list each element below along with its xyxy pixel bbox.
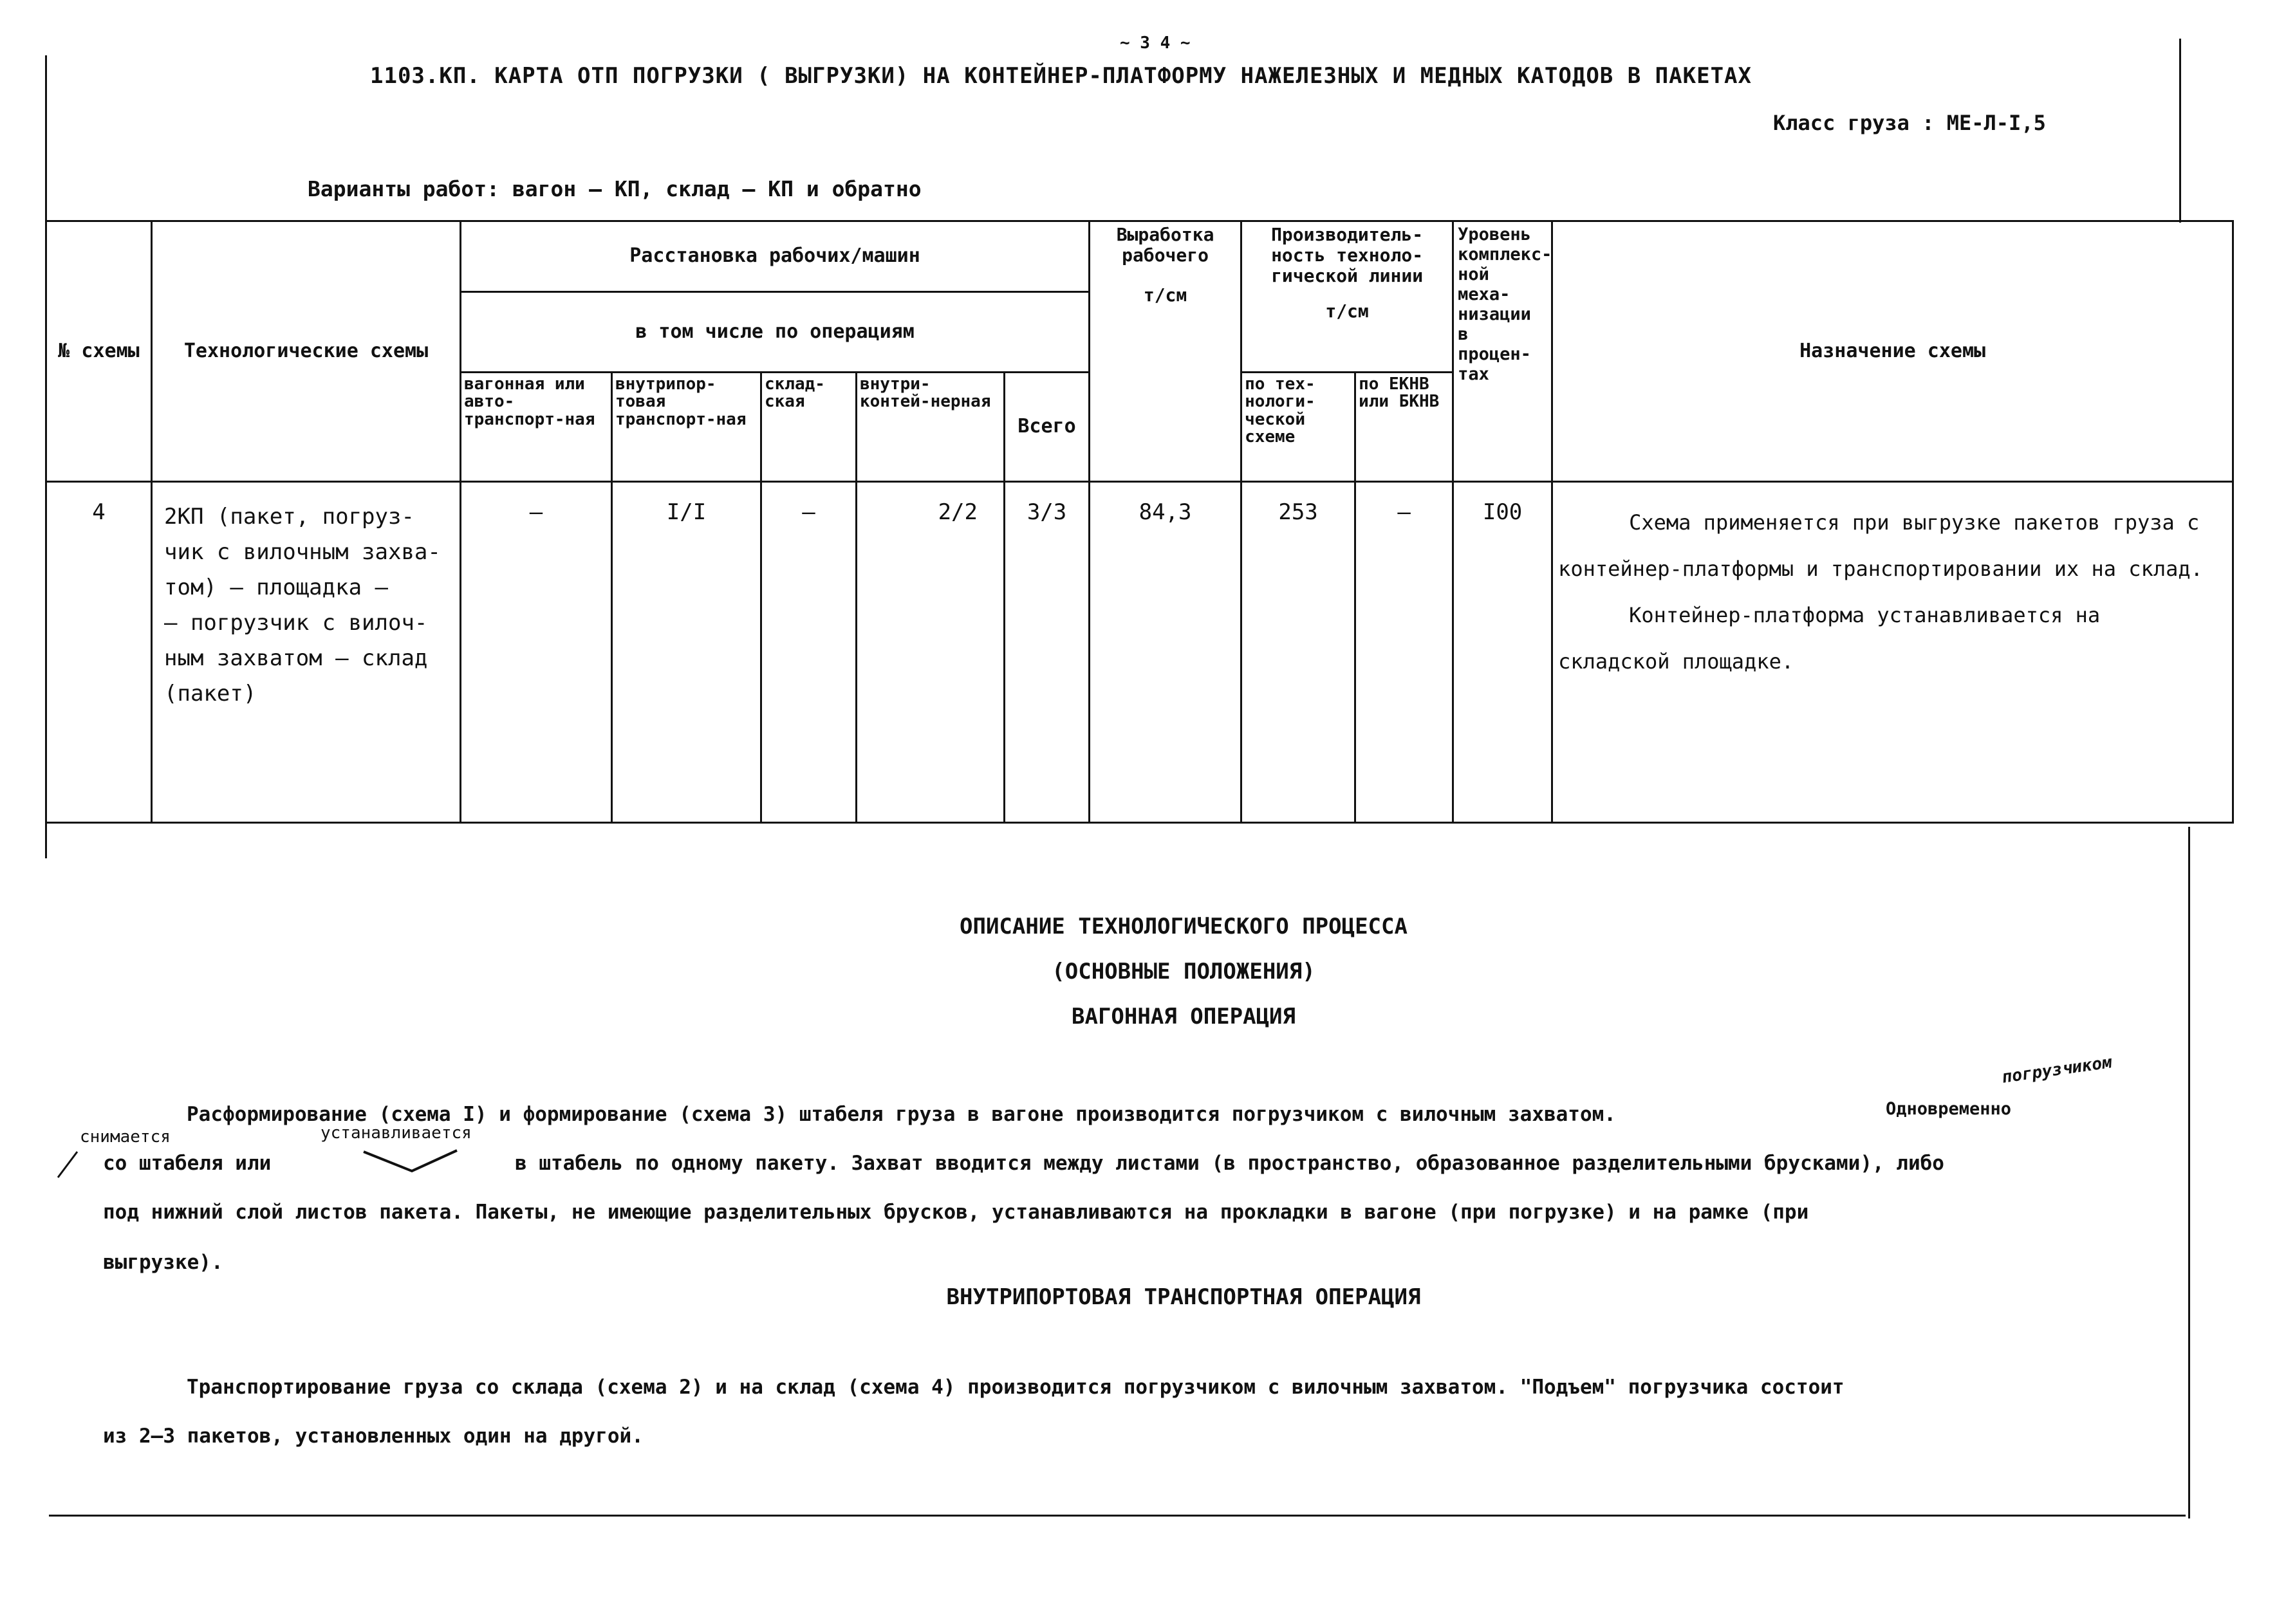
header-purpose: Назначение схемы — [1552, 221, 2233, 482]
document-title: 1103.КП. КАРТА ОТП ПОГРУЗКИ ( ВЫГРУЗКИ) НА КОНТЕЙНЕР-ПЛАТФОРМУ НАЖЕЛЕЗНЫХ И МЕДНЫХ КАТОДОВ В ПАКЕТАХ — [370, 63, 1752, 89]
work-variants: Варианты работ: вагон – КП, склад – КП и обратно — [308, 176, 922, 201]
header-sub-intraport: внутрипор-товая транспорт-ная — [612, 373, 761, 482]
cell-wagon: – — [461, 482, 612, 823]
table-row — [46, 482, 2233, 823]
transport-paragraph-line-1: Транспортирование груза со склада (схема 2) и на склад (схема 4) производится погрузчиком с вилочным захватом. "Подъем" погрузчика состоит — [187, 1376, 1845, 1399]
scheme-line: 2КП (пакет, погруз- — [164, 504, 414, 530]
description-heading: ОПИСАНИЕ ТЕХНОЛОГИЧЕСКОГО ПРОЦЕССА — [960, 914, 1408, 939]
header-prod-by-norms: по ЕКНВ или БКНВ — [1355, 373, 1453, 482]
cell-output: 84,3 — [1090, 482, 1241, 823]
cell-scheme-no: 4 — [46, 482, 152, 823]
cargo-class: Класс груза : МЕ-Л-I,5 — [1773, 111, 2046, 135]
frame-bottom-line — [49, 1515, 2186, 1517]
cell-prod-scheme: 253 — [1241, 482, 1355, 823]
scheme-line: – погрузчик с вилоч- — [164, 610, 428, 636]
header-productivity-label: Производитель-ность техноло-гической линии — [1271, 224, 1424, 287]
header-sub-wagon: вагонная или авто-транспорт-ная — [461, 373, 612, 482]
wagon-paragraph-line-4: выгрузке). — [103, 1251, 223, 1274]
transport-operation-heading: ВНУТРИПОРТОВАЯ ТРАНСПОРТНАЯ ОПЕРАЦИЯ — [946, 1284, 1421, 1310]
description-subheading: (ОСНОВНЫЕ ПОЛОЖЕНИЯ) — [1052, 959, 1315, 984]
header-output-label: Выработка рабочего — [1116, 224, 1214, 266]
cell-total: 3/3 — [1005, 482, 1090, 823]
handwritten-note-installed: устанавливается — [321, 1123, 472, 1143]
wagon-paragraph-line-2-start: со штабеля или — [103, 1152, 272, 1175]
wagon-paragraph-line-3: под нижний слой листов пакета. Пакеты, не имеющие разделительных брусков, устанавливаются на прокладки в вагоне (при погрузке) и на рамке (при — [103, 1201, 1809, 1224]
header-productivity — [1241, 221, 1453, 373]
transport-paragraph-line-2: из 2–3 пакетов, установленных один на другой. — [103, 1425, 644, 1448]
wagon-paragraph-note: Одновременно — [1886, 1099, 2012, 1119]
header-sub-warehouse: склад-ская — [761, 373, 857, 482]
purpose-paragraph-2: Контейнер-платформа устанавливается на складской площадке. — [1558, 603, 2101, 674]
header-productivity-unit: т/см — [1325, 300, 1369, 322]
header-scheme-no: № схемы — [46, 221, 152, 482]
header-sub-container: внутри-контей-нерная — [857, 373, 1005, 482]
cell-intraport: I/I — [612, 482, 761, 823]
wagon-operation-heading: ВАГОННАЯ ОПЕРАЦИЯ — [1072, 1004, 1296, 1029]
handwritten-note-loader: погрузчиком — [2000, 1053, 2114, 1087]
scheme-line: том) – площадка – — [164, 575, 388, 601]
header-output — [1090, 221, 1241, 482]
cell-purpose — [1552, 482, 2233, 823]
cell-warehouse: – — [761, 482, 857, 823]
insertion-mark-left-icon — [51, 1145, 90, 1184]
operations-table — [45, 220, 2234, 824]
header-output-unit: т/см — [1143, 284, 1187, 306]
cell-mech-level: I00 — [1453, 482, 1552, 823]
scheme-line: ным захватом – склад — [164, 645, 428, 672]
header-incl-operations: в том числе по операциям — [461, 292, 1090, 373]
header-tech-schemes: Технологические схемы — [152, 221, 461, 482]
insertion-mark-icon — [360, 1145, 463, 1177]
scheme-line: (пакет) — [164, 681, 257, 707]
wagon-paragraph-line-1: Расформирование (схема I) и формирование (схема 3) штабеля груза в вагоне производится погрузчиком с вилочным захватом. — [187, 1103, 1616, 1126]
header-prod-by-scheme: по тех-нологи-ческой схеме — [1241, 373, 1355, 482]
cell-container: 2/2 — [857, 482, 1005, 823]
purpose-paragraph-1: Схема применяется при выгрузке пакетов груза с контейнер-платформы и транспортировании их на склад. — [1558, 510, 2203, 581]
frame-right-border — [2179, 39, 2181, 223]
page-number: ~ 3 4 ~ — [1120, 33, 1191, 53]
header-mech-level: Уровень комплекс-ной меха-низации в процен-тах — [1453, 221, 1552, 482]
scheme-line: чик с вилочным захва- — [164, 539, 441, 566]
wagon-paragraph-line-2: в штабель по одному пакету. Захват вводится между листами (в пространство, образованное разделительными брусками), либо — [515, 1152, 1944, 1175]
header-sub-total: Всего — [1005, 373, 1090, 482]
handwritten-note-removed: снимается — [80, 1127, 171, 1147]
cell-prod-norms: – — [1355, 482, 1453, 823]
cell-tech-scheme — [152, 482, 461, 823]
header-placement: Расстановка рабочих/машин — [461, 221, 1090, 292]
